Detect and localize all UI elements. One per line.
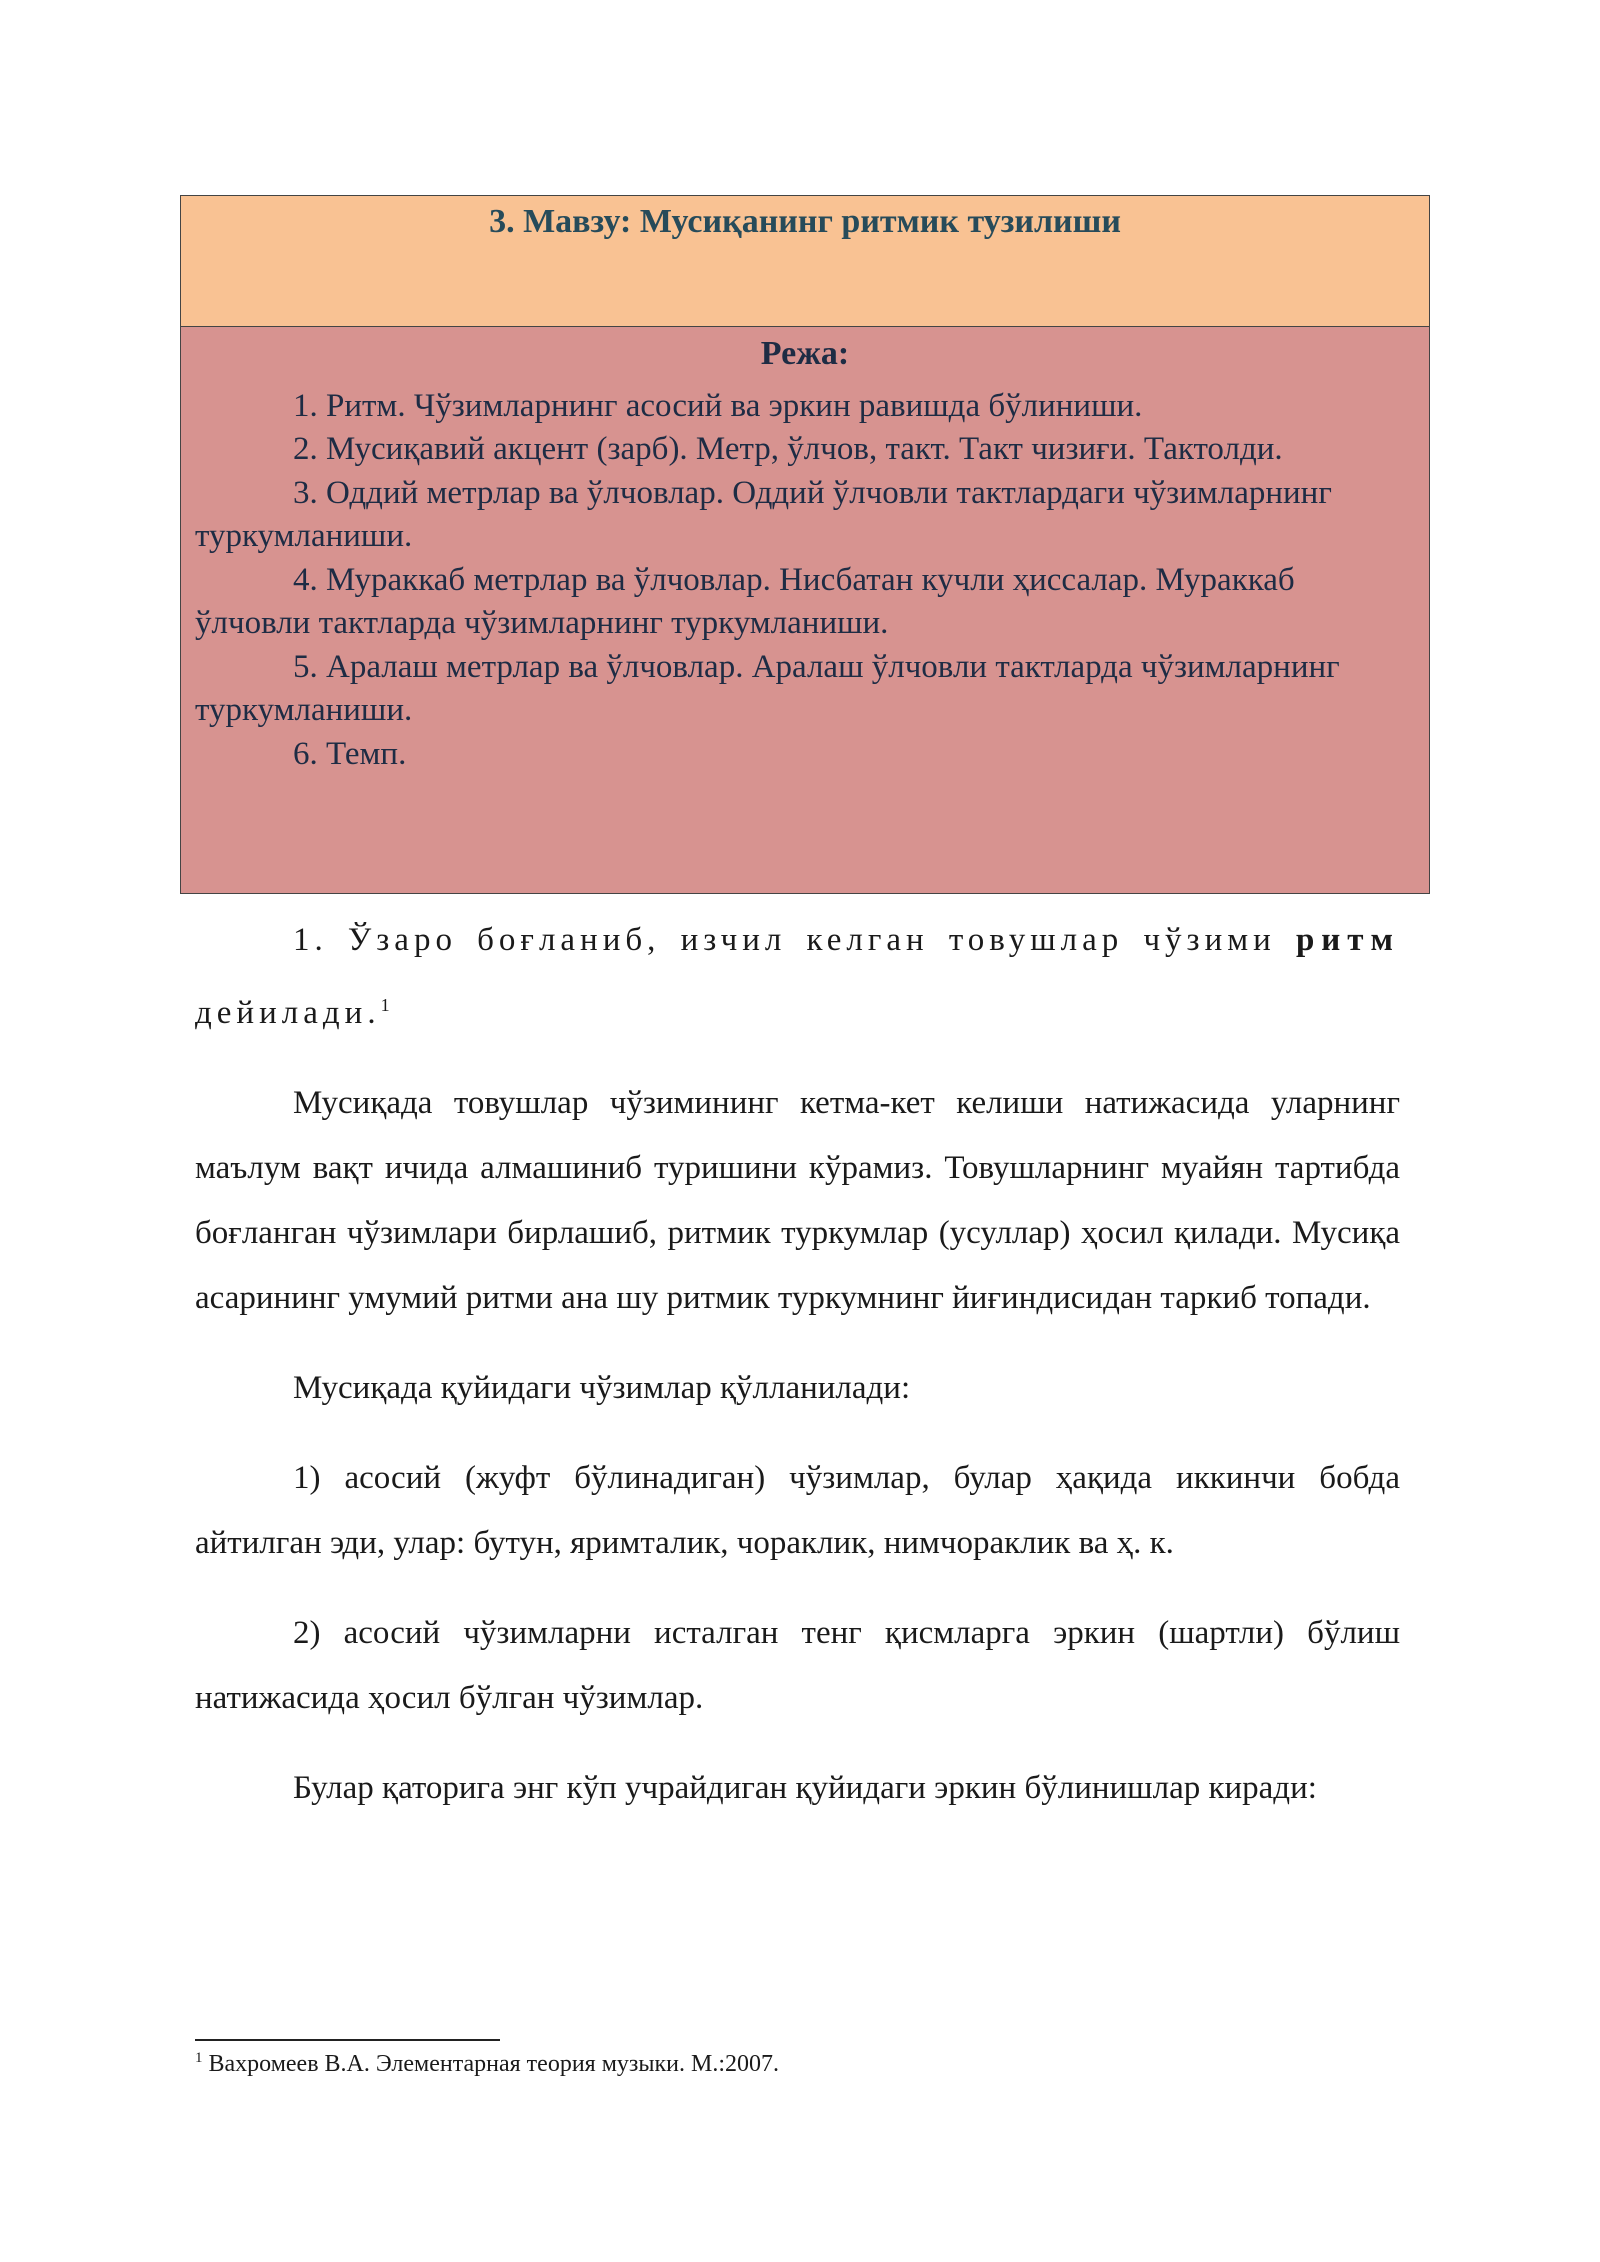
plan-item-3: 3. Оддий метрлар ва ўлчовлар. Оддий ўлчовли тактлардаги чўзимларнинг туркумланиши. (195, 474, 1332, 555)
plan-item-5: 5. Аралаш метрлар ва ўлчовлар. Аралаш ўлчовли тактларда чўзимларнинг туркумланиши. (195, 648, 1340, 729)
plan-heading: Режа: (760, 335, 850, 372)
plan-item-1: 1. Ритм. Чўзимларнинг асосий ва эркин равишда бўлиниши. (293, 387, 1143, 424)
paragraph-5: 2) асосий чўзимларни исталган тенг қисмларга эркин (шартли) бўлиш натижасида ҳосил бўлган чўзимлар. (195, 1615, 1400, 1716)
rhythm-term: ритм (1295, 922, 1400, 958)
topic-box (180, 195, 1430, 894)
plan-item-2: 2. Мусиқавий акцент (зарб). Метр, ўлчов, такт. Такт чизиғи. Тактолди. (293, 431, 1283, 468)
footnote-separator (195, 2039, 500, 2041)
footnote-text: Вахромеев В.А. Элементарная теория музыки. М.:2007. (202, 2051, 780, 2077)
footnote (195, 2050, 779, 2078)
footnote-mark: 1 (195, 2050, 203, 2066)
rhythm-definition-text: 1. Ўзаро боғланиб, изчил келган товушлар чўзими (293, 922, 1296, 958)
paragraph-4: 1) асосий (жуфт бўлинадиган) чўзимлар, булар ҳақида иккинчи бобда айтилган эди, улар: бутун, яримталик, чораклик, нимчораклик ва ҳ. к. (195, 1460, 1400, 1561)
topic-title: 3. Мавзу: Мусиқанинг ритмик тузилиши (489, 203, 1121, 240)
body-text (195, 908, 1400, 1846)
rhythm-definition-end: дейилади. (195, 995, 381, 1031)
paragraph-2: Мусиқада товушлар чўзимининг кетма-кет келиши натижасида уларнинг маълум вақт ичида алмашиниб туришини кўрамиз. Товушларнинг муайян тартибда боғланган чўзимлари бирлашиб, ритмик туркумлар (усуллар) ҳосил қилади. Мусиқа асарининг умумий ритми ана шу ритмик туркумнинг йиғиндисидан таркиб топади. (195, 1085, 1400, 1316)
topic-title-cell (181, 196, 1429, 327)
footnote-reference[interactable]: 1 (380, 995, 390, 1015)
paragraph-3: Мусиқада қуйидаги чўзимлар қўлланилади: (293, 1370, 911, 1406)
plan-item-6: 6. Темп. (293, 735, 407, 772)
plan-item-4: 4. Мураккаб метрлар ва ўлчовлар. Нисбатан кучли ҳиссалар. Мураккаб ўлчовли тактларда чўзимларнинг туркумланиши. (195, 561, 1295, 642)
plan-cell (181, 327, 1429, 893)
rhythm-definition-paragraph (195, 908, 1400, 1046)
paragraph-6: Булар қаторига энг кўп учрайдиган қуйидаги эркин бўлинишлар киради: (293, 1770, 1317, 1806)
